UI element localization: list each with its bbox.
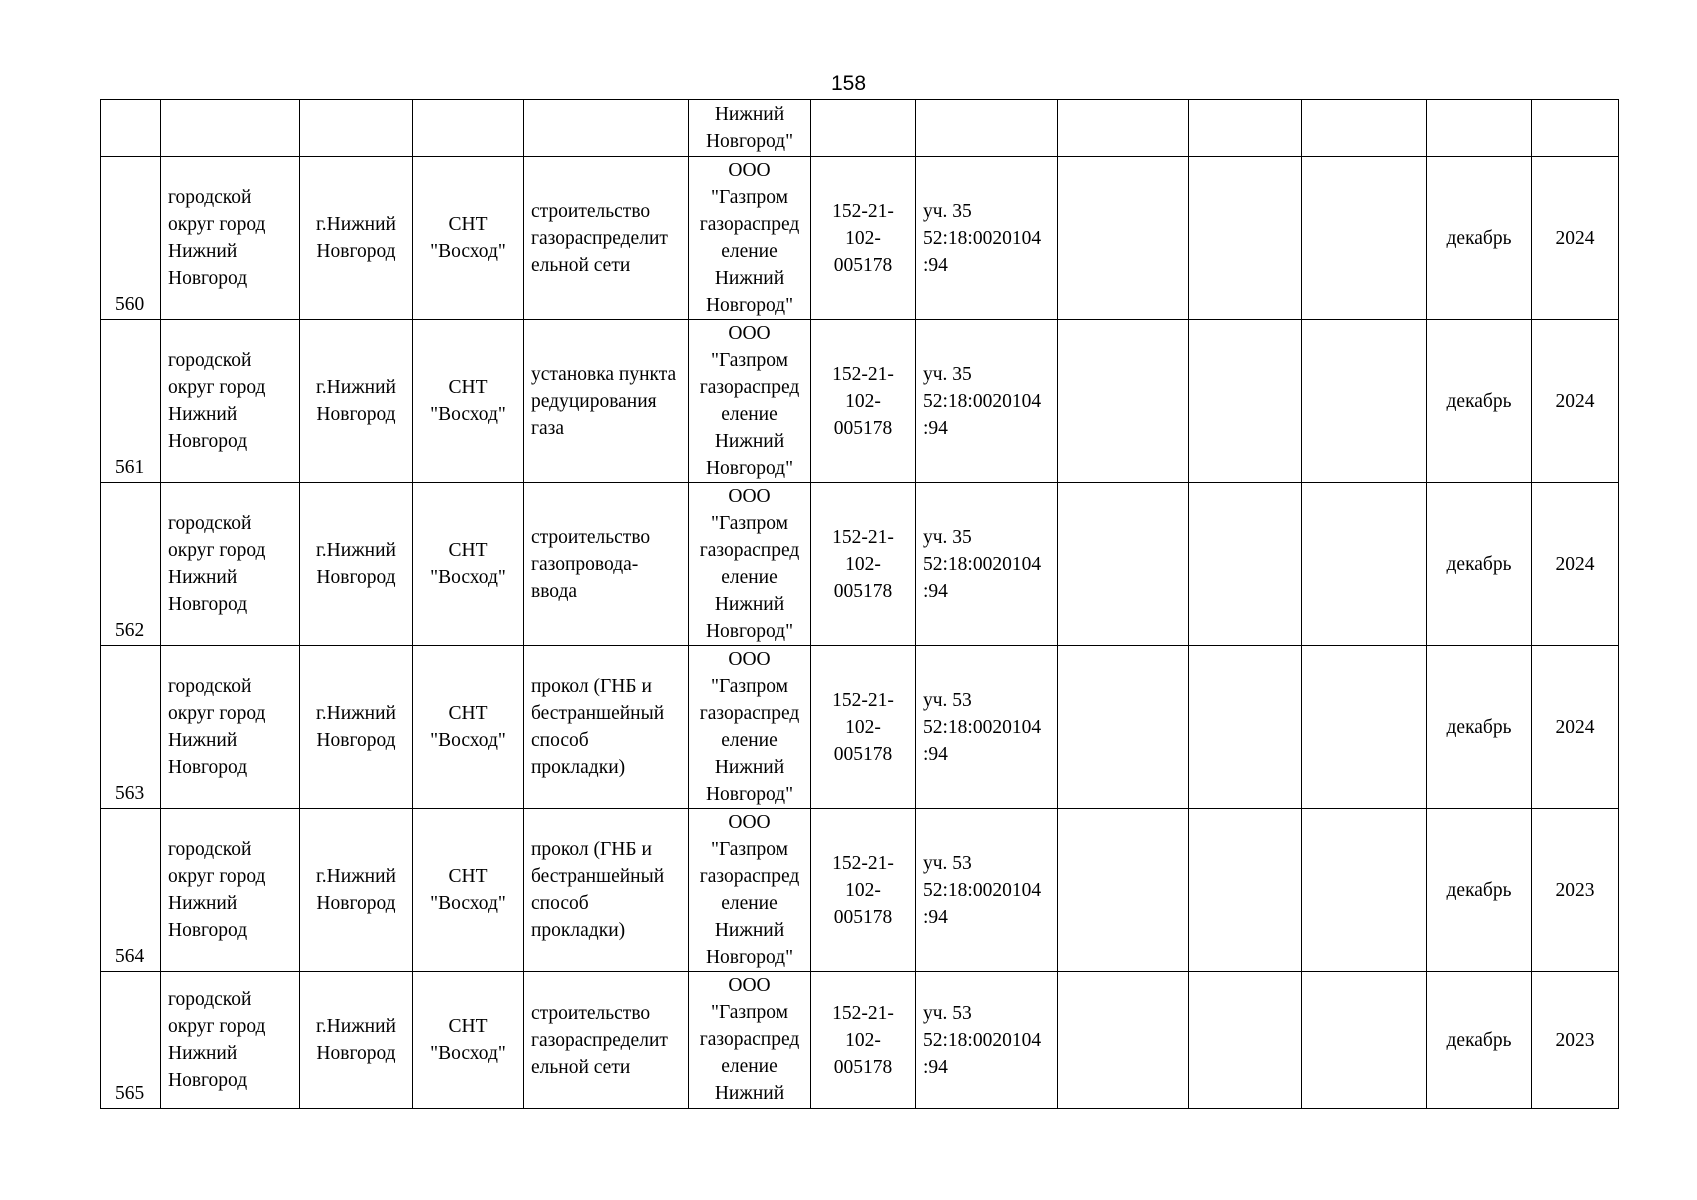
cell-plot: уч. 53 52:18:0020104 :94 (916, 972, 1058, 1109)
cell-empty-2 (1189, 483, 1302, 646)
table-row (101, 157, 1619, 320)
cell-empty-3 (1302, 483, 1427, 646)
cell-place (413, 100, 524, 157)
cell-district: городской округ город Нижний Новгород (161, 972, 300, 1109)
cell-organization: ООО "Газпром газораспред еление Нижний Новгород" (689, 320, 811, 483)
cell-organization: Нижний Новгород" (689, 100, 811, 157)
cell-empty-2 (1189, 972, 1302, 1109)
cell-organization: ООО "Газпром газораспред еление Нижний Новгород" (689, 157, 811, 320)
cell-organization: ООО "Газпром газораспред еление Нижний Новгород" (689, 646, 811, 809)
cell-place: СНТ "Восход" (413, 483, 524, 646)
cell-locality: г.Нижний Новгород (300, 646, 413, 809)
cell-year: 2023 (1532, 972, 1619, 1109)
cell-locality: г.Нижний Новгород (300, 809, 413, 972)
table-row (101, 646, 1619, 809)
cell-district: городской округ город Нижний Новгород (161, 157, 300, 320)
cell-work: строительство газопровода-ввода (524, 483, 689, 646)
cell-work: прокол (ГНБ и бестраншейный способ прокладки) (524, 646, 689, 809)
table-row-continuation (101, 100, 1619, 157)
cell-number: 562 (101, 483, 161, 646)
cell-empty-1 (1058, 809, 1189, 972)
cell-organization: ООО "Газпром газораспред еление Нижний (689, 972, 811, 1109)
cell-month: декабрь (1427, 646, 1532, 809)
table-row (101, 320, 1619, 483)
cell-district: городской округ город Нижний Новгород (161, 320, 300, 483)
cell-number: 560 (101, 157, 161, 320)
cell-month: декабрь (1427, 972, 1532, 1109)
cell-work: прокол (ГНБ и бестраншейный способ прокладки) (524, 809, 689, 972)
cell-plot: уч. 53 52:18:0020104 :94 (916, 646, 1058, 809)
cell-code: 152-21-102-005178 (811, 646, 916, 809)
cell-empty-2 (1189, 320, 1302, 483)
cell-code: 152-21-102-005178 (811, 483, 916, 646)
cell-organization: ООО "Газпром газораспред еление Нижний Новгород" (689, 809, 811, 972)
cell-plot: уч. 35 52:18:0020104 :94 (916, 483, 1058, 646)
cell-empty-3 (1302, 809, 1427, 972)
cell-locality (300, 100, 413, 157)
cell-empty-2 (1189, 646, 1302, 809)
cell-empty-1 (1058, 972, 1189, 1109)
cell-empty-2 (1189, 157, 1302, 320)
cell-code: 152-21-102-005178 (811, 320, 916, 483)
cell-locality: г.Нижний Новгород (300, 157, 413, 320)
cell-month: декабрь (1427, 157, 1532, 320)
cell-work: строительство газораспределит ельной сети (524, 972, 689, 1109)
cell-empty-1 (1058, 157, 1189, 320)
table-row (101, 483, 1619, 646)
cell-district (161, 100, 300, 157)
cell-code: 152-21-102-005178 (811, 972, 916, 1109)
cell-empty-2 (1189, 809, 1302, 972)
cell-year: 2024 (1532, 320, 1619, 483)
cell-empty-3 (1302, 646, 1427, 809)
table-row (101, 972, 1619, 1109)
cell-empty-3 (1302, 100, 1427, 157)
cell-plot: уч. 35 52:18:0020104 :94 (916, 320, 1058, 483)
cell-month (1427, 100, 1532, 157)
cell-empty-3 (1302, 157, 1427, 320)
cell-year (1532, 100, 1619, 157)
cell-month: декабрь (1427, 320, 1532, 483)
cell-place: СНТ "Восход" (413, 320, 524, 483)
cell-number: 564 (101, 809, 161, 972)
cell-year: 2024 (1532, 157, 1619, 320)
cell-district: городской округ город Нижний Новгород (161, 646, 300, 809)
document-table (100, 99, 1619, 1109)
cell-work: установка пункта редуцирования газа (524, 320, 689, 483)
cell-place: СНТ "Восход" (413, 972, 524, 1109)
cell-district: городской округ город Нижний Новгород (161, 483, 300, 646)
cell-empty-2 (1189, 100, 1302, 157)
cell-organization: ООО "Газпром газораспред еление Нижний Новгород" (689, 483, 811, 646)
cell-work: строительство газораспределит ельной сети (524, 157, 689, 320)
cell-code (811, 100, 916, 157)
cell-place: СНТ "Восход" (413, 157, 524, 320)
page-number: 158 (830, 72, 867, 95)
table-row (101, 809, 1619, 972)
cell-empty-3 (1302, 972, 1427, 1109)
cell-empty-1 (1058, 646, 1189, 809)
cell-plot: уч. 35 52:18:0020104 :94 (916, 157, 1058, 320)
cell-code: 152-21-102-005178 (811, 809, 916, 972)
cell-empty-1 (1058, 320, 1189, 483)
cell-year: 2023 (1532, 809, 1619, 972)
cell-locality: г.Нижний Новгород (300, 483, 413, 646)
cell-locality: г.Нижний Новгород (300, 972, 413, 1109)
cell-code: 152-21-102-005178 (811, 157, 916, 320)
cell-plot (916, 100, 1058, 157)
cell-locality: г.Нижний Новгород (300, 320, 413, 483)
cell-month: декабрь (1427, 809, 1532, 972)
cell-year: 2024 (1532, 483, 1619, 646)
cell-number: 561 (101, 320, 161, 483)
cell-place: СНТ "Восход" (413, 809, 524, 972)
cell-empty-1 (1058, 100, 1189, 157)
cell-number (101, 100, 161, 157)
cell-empty-3 (1302, 320, 1427, 483)
cell-work (524, 100, 689, 157)
cell-month: декабрь (1427, 483, 1532, 646)
cell-number: 563 (101, 646, 161, 809)
cell-plot: уч. 53 52:18:0020104 :94 (916, 809, 1058, 972)
cell-empty-1 (1058, 483, 1189, 646)
cell-place: СНТ "Восход" (413, 646, 524, 809)
cell-district: городской округ город Нижний Новгород (161, 809, 300, 972)
cell-number: 565 (101, 972, 161, 1109)
cell-year: 2024 (1532, 646, 1619, 809)
